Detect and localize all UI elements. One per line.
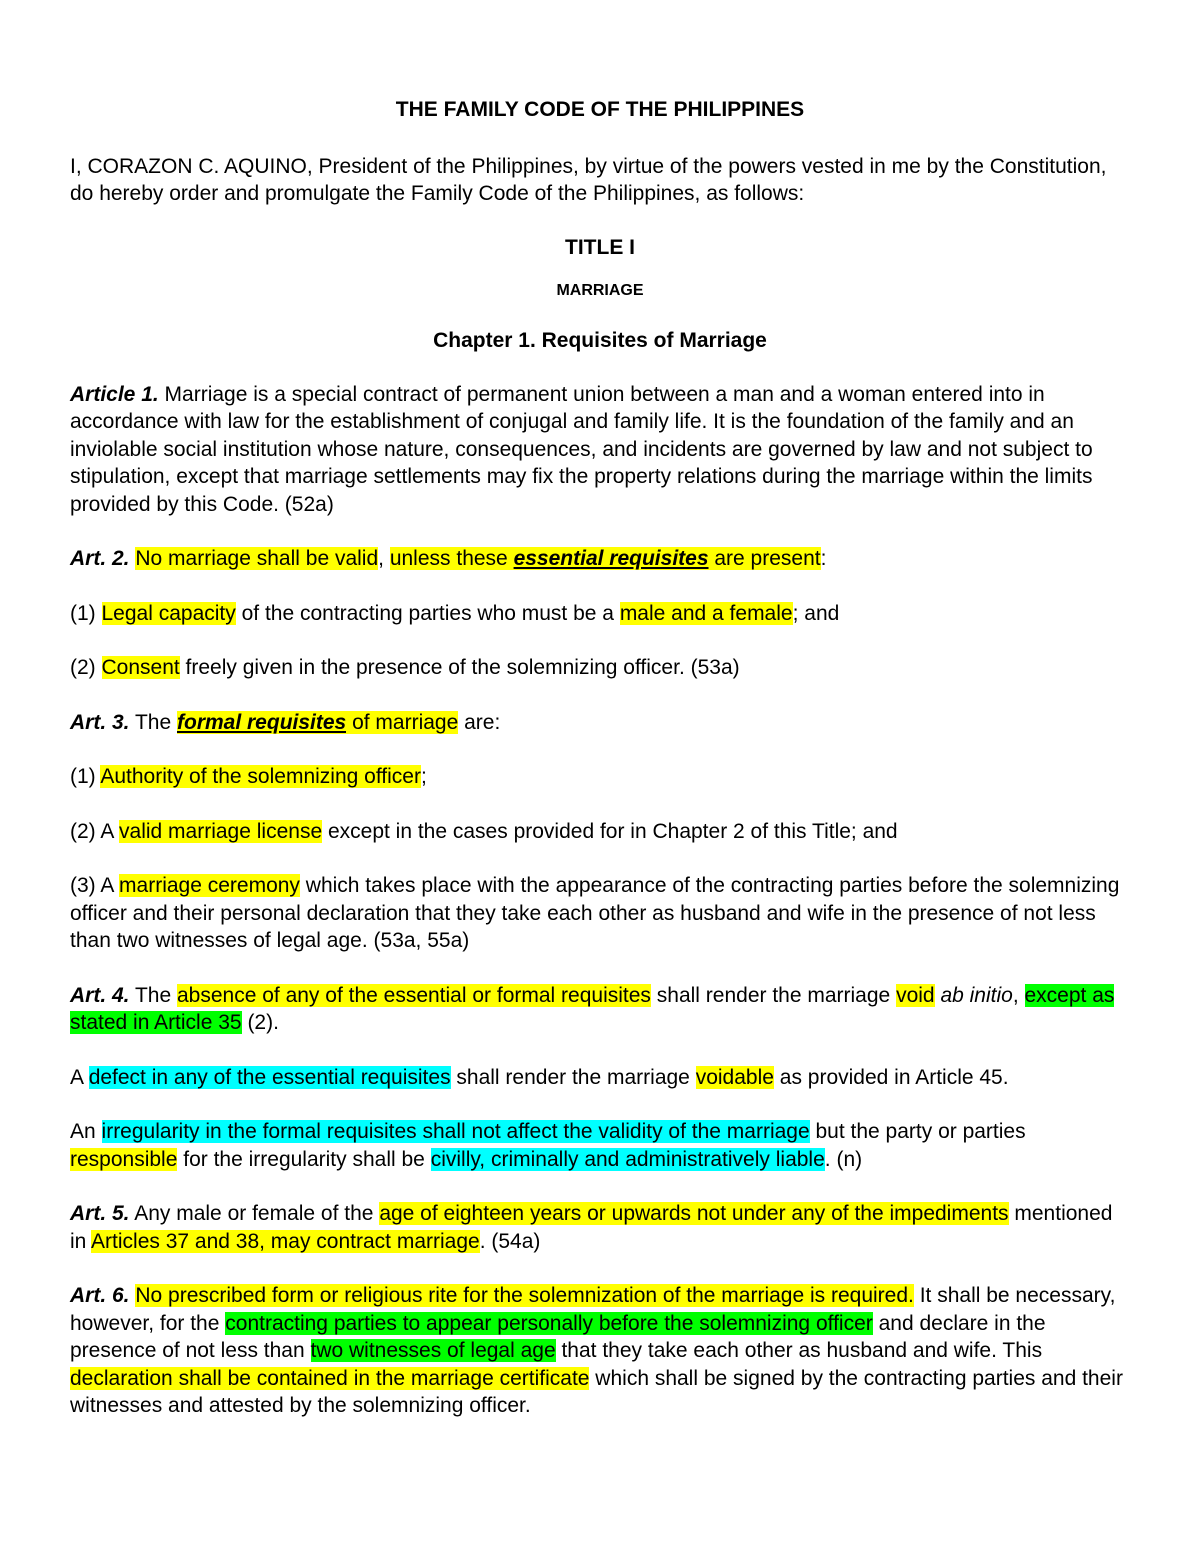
yellow-highlight: absence of any of the essential or formal requisites [177, 983, 651, 1007]
yellow-highlight: unless these [389, 547, 514, 570]
paragraph-art-6 [70, 1282, 1130, 1420]
text-segment: which takes place with the appearance of the contracting parties before the solemnizing officer and their personal declaration that they take each other as husband and wife in the presence of not less than two witnesses of legal age. (53a, 55a) [70, 874, 1120, 952]
yellow-highlight: declaration shall be contained in the marriage certificate [70, 1366, 590, 1390]
paragraph-art-4-c [70, 1118, 1130, 1173]
paragraph-art-3 [70, 709, 1130, 737]
cyan-highlight: irregularity in the formal requisites shall not affect the validity of the marriage [101, 1120, 810, 1143]
green-highlight: contracting parties to appear personally before the solemnizing officer [225, 1311, 873, 1335]
text-segment: The [129, 710, 177, 734]
text-segment: of the contracting parties who must be a [235, 601, 620, 625]
text-segment: (2) A [70, 819, 120, 843]
document-title: THE FAMILY CODE OF THE PHILIPPINES [395, 98, 805, 121]
cyan-highlight: civilly, criminally and administratively liable [430, 1147, 825, 1171]
yellow-highlight: Articles 37 and 38, may contract marriage [91, 1229, 480, 1253]
text-segment: mentioned in [70, 1202, 1113, 1253]
article-label: Art. 2. [70, 547, 130, 570]
text-segment: (1) [70, 601, 102, 625]
text-segment: . (n) [824, 1147, 863, 1171]
paragraph-art-1 [70, 381, 1130, 519]
text-segment: Marriage is a special contract of permanent union between a man and a woman entered into in accordance with law for the establishment of conjugal and family life. It is the foundation of the family and an inviolable social institution whose nature, consequences, and incidents are governed by law and not subject to stipulation, except that marriage settlements may fix the property relations during the marriage within the limits provided by this Code. (52a) [70, 382, 1093, 516]
yellow-highlight: Legal capacity [101, 601, 236, 625]
text-segment: (3) A [70, 874, 120, 897]
paragraph-art-5 [70, 1200, 1130, 1255]
text-segment: ; and [792, 601, 840, 625]
yellow-highlight: are present [708, 547, 821, 570]
paragraph-art-2-1 [70, 600, 1130, 628]
yellow-highlight: No prescribed form or religious rite for the solemnization of the marriage is required. [135, 1284, 914, 1307]
paragraph-art-3-2 [70, 818, 1130, 846]
yellow-highlight: responsible [70, 1147, 178, 1171]
text-segment: but the party or parties [809, 1120, 1026, 1143]
text-segment: (2) [70, 656, 102, 679]
text-segment: A [70, 1065, 89, 1089]
text-segment: are: [458, 710, 501, 734]
text-segment: which shall be signed by the contracting parties and their witnesses and attested by the solemnizing officer. [70, 1366, 1123, 1417]
paragraph-art-3-3 [70, 872, 1130, 955]
text-segment: An [70, 1120, 102, 1143]
text-segment: that they take each other as husband and wife. This [555, 1339, 1043, 1362]
yellow-highlight: male and a female [619, 601, 793, 625]
yellow-highlight: voidable [695, 1065, 774, 1089]
text-segment: It shall be necessary, however, for the [70, 1284, 1116, 1335]
yellow-highlight: age of eighteen years or upwards not under any of the impediments [379, 1202, 1009, 1225]
yellow-highlight: marriage ceremony [119, 874, 300, 897]
yellow-highlight: void [896, 983, 935, 1007]
text-segment: (1) [70, 765, 101, 788]
paragraph-art-3-1 [70, 763, 1130, 791]
text-segment: . (54a) [479, 1229, 541, 1253]
paragraph-art-4 [70, 982, 1130, 1037]
yellow-highlight: essential requisites [513, 547, 709, 570]
text-segment: (2). [241, 1011, 279, 1034]
text-segment: freely given in the presence of the solemnizing officer. (53a) [179, 656, 740, 679]
paragraph-art-2-2 [70, 654, 1130, 682]
article-label: Art. 5. [70, 1202, 130, 1225]
article-label: Art. 3. [70, 710, 130, 734]
article-label: Article 1. [70, 382, 159, 406]
title-number: TITLE I [565, 235, 635, 259]
intro-paragraph: I, CORAZON C. AQUINO, President of the Philippines, by virtue of the powers vested in me by the Constitution, do hereby order and promulgate the Family Code of the Philippines, as follows: [70, 154, 1107, 205]
text-segment: shall render the marriage [650, 983, 897, 1007]
green-highlight: two witnesses of legal age [310, 1339, 556, 1362]
yellow-highlight: Consent [101, 656, 180, 679]
italic-text: ab initio [940, 983, 1013, 1007]
yellow-highlight: of marriage [346, 710, 459, 734]
text-segment: : [820, 547, 827, 570]
article-label: Art. 4. [70, 983, 130, 1007]
yellow-highlight: valid marriage license [119, 819, 323, 843]
text-segment: as provided in Article 45. [773, 1065, 1009, 1089]
paragraph-art-4-b [70, 1064, 1130, 1092]
text-segment: and declare in the presence of not less than [70, 1311, 1046, 1362]
text-segment: for the irregularity shall be [177, 1147, 431, 1171]
text-segment: Any male or female of the [129, 1202, 380, 1225]
text-segment: , [378, 547, 390, 570]
chapter-heading: Chapter 1. Requisites of Marriage [433, 329, 767, 352]
text-segment: except in the cases provided for in Chapter 2 of this Title; and [322, 819, 898, 843]
yellow-highlight: formal requisites [177, 710, 347, 734]
text-segment: shall render the marriage [450, 1065, 696, 1089]
text-segment: The [129, 983, 177, 1007]
articles-body [70, 381, 1130, 1420]
text-segment: , [1012, 983, 1025, 1007]
text-segment: ; [420, 765, 427, 788]
yellow-highlight: No marriage shall be valid [135, 547, 379, 570]
title-name: MARRIAGE [556, 282, 644, 299]
paragraph-art-2 [70, 545, 1130, 573]
cyan-highlight: defect in any of the essential requisites [88, 1065, 451, 1089]
article-label: Art. 6. [70, 1284, 130, 1307]
green-highlight: except as stated in Article 35 [70, 983, 1115, 1034]
yellow-highlight: Authority of the solemnizing officer [100, 765, 421, 788]
